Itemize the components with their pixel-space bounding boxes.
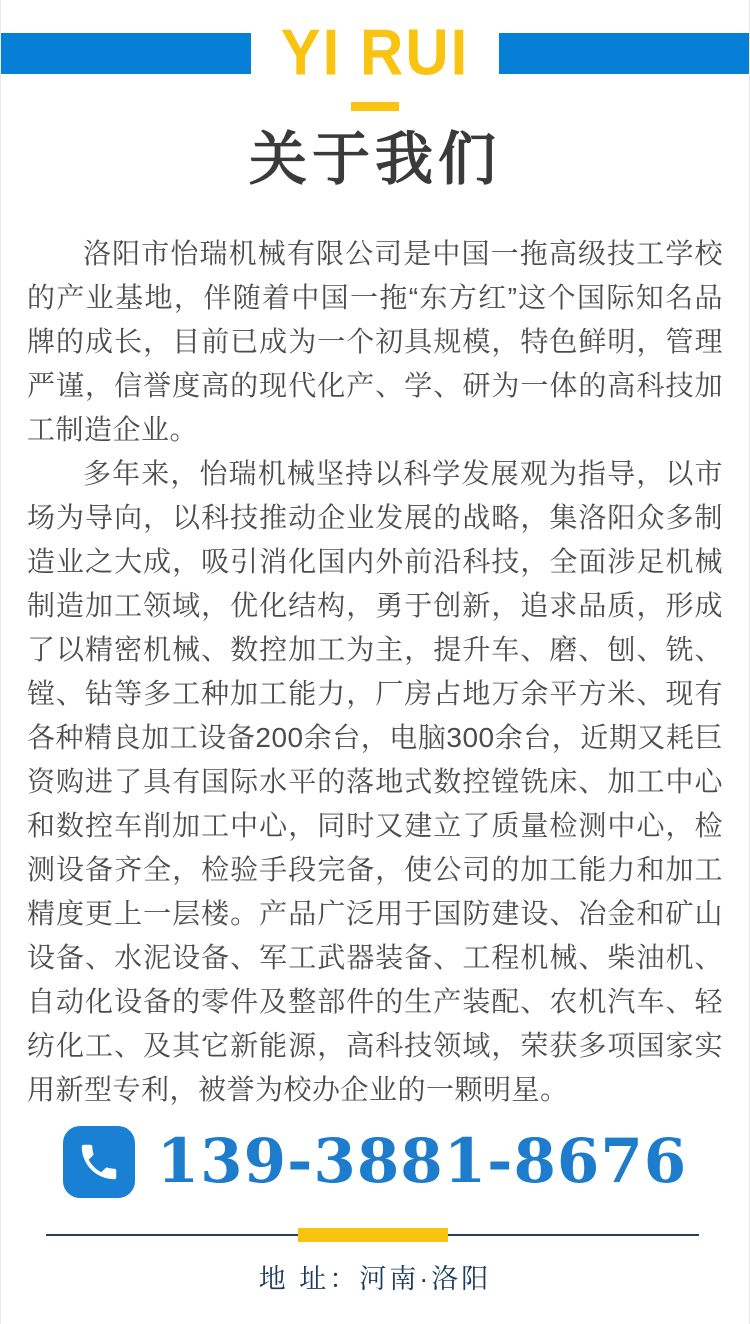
brand-underline-dash	[351, 102, 399, 111]
about-paragraph: 多年来，怡瑞机械坚持以科学发展观为指导，以市场为导向，以科技推动企业发展的战略，集洛阳众多制造业之大成，吸引消化国内外前沿科技，全面涉足机械制造加工领域，优化结构，勇于创新，追求品质，形成了以精密机械、数控加工为主，提升车、磨、刨、铣、镗、钻等多工种加工能力，厂房占地万余平方米、现有各种精良加工设备200余台，电脑300余台，近期又耗巨资购进了具有国际水平的落地式数控镗铣床、加工中心和数控车削加工中心，同时又建立了质量检测中心，检测设备齐全，检验手段完备，使公司的加工能力和加工精度更上一层楼。产品广泛用于国防建设、冶金和矿山设备、水泥设备、军工武器装备、工程机械、柴油机、自动化设备的零件及整部件的生产装配、农机汽车、轻纺化工、及其它新能源，高科技领域，荣获多项国家实用新型专利，被誉为校办企业的一颗明星。	[27, 457, 723, 1105]
brand-header	[1, 16, 749, 89]
about-text-section	[1, 232, 749, 1112]
footer-address: 地 址：河南·洛阳	[258, 1263, 492, 1294]
footer-divider-yellow-badge	[298, 1228, 448, 1242]
phone-number[interactable]: 139-3881-8676	[156, 1126, 688, 1198]
brand-bar-left	[1, 33, 251, 74]
footer-divider-line	[46, 1234, 699, 1236]
phone-contact[interactable]	[1, 1126, 749, 1198]
about-paragraph: 洛阳市怡瑞机械有限公司是中国一拖高级技工学校的产业基地，伴随着中国一拖“东方红”这个国际知名品牌的成长，目前已成为一个初具规模，特色鲜明，管理严谨，信誉度高的现代化产、学、研为一体的高科技加工制造企业。	[27, 237, 723, 445]
brand-bar-right	[499, 33, 749, 74]
page-title: 关于我们	[248, 127, 501, 192]
brand-logo-text: YI RUI	[280, 16, 470, 89]
phone-icon	[63, 1126, 135, 1198]
